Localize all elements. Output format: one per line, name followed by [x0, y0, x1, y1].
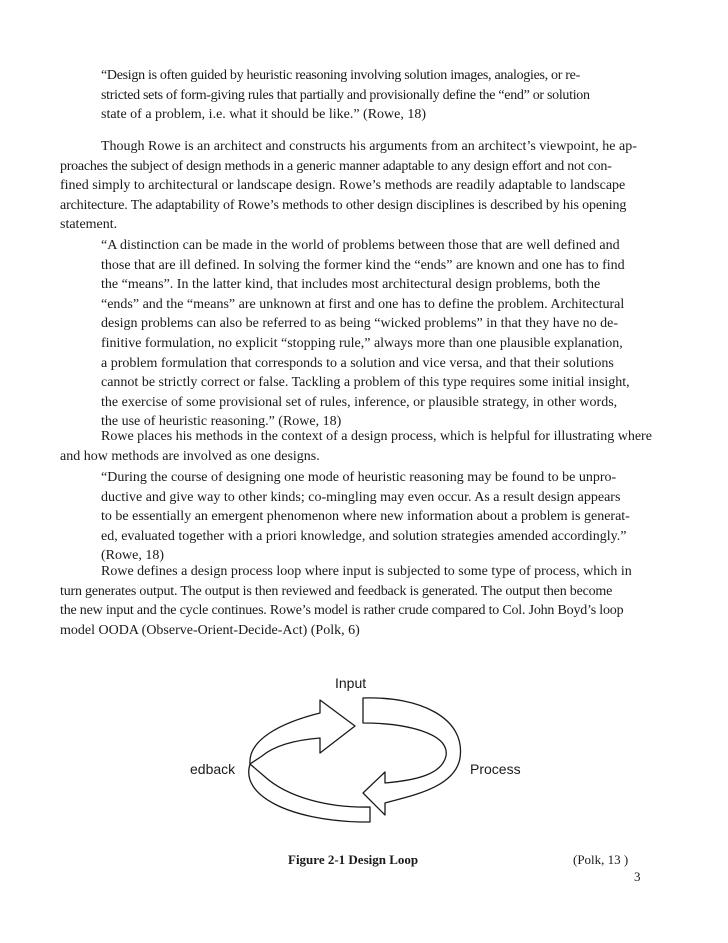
- text-line: proaches the subject of design methods in a generic manner adaptable to any design effort and not con-: [60, 158, 612, 174]
- text-line: “Design is often guided by heuristic reasoning involving solution images, analogies, or re-: [101, 68, 580, 83]
- text-line: model OODA (Observe-Orient-Decide-Act) (Polk, 6): [60, 622, 360, 638]
- text-line: ductive and give way to other kinds; co-mingling may even occur. As a result design appears: [101, 489, 621, 505]
- page-number: 3: [634, 869, 641, 884]
- text-line: Rowe defines a design process loop where input is subjected to some type of process, which in: [101, 564, 632, 579]
- text-line: turn generates output. The output is then reviewed and feedback is generated. The output then become: [60, 583, 613, 599]
- text-line: Rowe places his methods in the context of a design process, which is helpful for illustrating where: [101, 429, 652, 444]
- text-line: (Rowe, 18): [101, 548, 164, 564]
- text-line: state of a problem, i.e. what it should be like.” (Rowe, 18): [101, 107, 427, 123]
- text-line: statement.: [60, 217, 118, 233]
- text-line: the use of heuristic reasoning.” (Rowe, 18): [101, 414, 342, 430]
- text-line: those that are ill defined. In solving the former kind the “ends” are known and one has to find: [101, 257, 625, 273]
- process-label: Process: [470, 761, 521, 777]
- upper-loop-arrow: [250, 700, 355, 764]
- text-line: to be essentially an emergent phenomenon where new information about a problem is generat-: [101, 509, 630, 525]
- text-line: Though Rowe is an architect and constructs his arguments from an architect’s viewpoint, he ap-: [101, 139, 637, 154]
- text-line: ed, evaluated together with a priori knowledge, and solution strategies amended accordingly.”: [101, 528, 627, 544]
- text-line: architecture. The adaptability of Rowe’s methods to other design disciplines is described by his opening: [60, 197, 627, 213]
- text-line: stricted sets of form-giving rules that partially and provisionally define the “end” or solution: [101, 87, 590, 103]
- paragraph-design-process: [60, 427, 652, 466]
- lower-loop-arrow: [249, 764, 370, 822]
- right-loop-arrow: [363, 698, 461, 815]
- input-label: Input: [335, 675, 367, 691]
- text-line: the exercise of some provisional set of rules, inference, or plausible strategy, in other words,: [101, 394, 618, 410]
- paragraph-rowe-architect: [60, 137, 637, 235]
- paragraph-design-loop: [60, 562, 632, 640]
- text-line: finitive formulation, no explicit “stopping rule,” always more than one plausible explanation,: [101, 335, 623, 351]
- quote-rowe-heuristic: [101, 66, 590, 125]
- text-line: “A distinction can be made in the world of problems between those that are well defined and: [101, 238, 620, 253]
- text-line: fined simply to architectural or landscape design. Rowe’s methods are readily adaptable to landscape: [60, 178, 626, 194]
- figure-caption: Figure 2-1 Design Loop: [288, 852, 419, 867]
- text-line: the “means”. In the latter kind, that includes most architectural design problems, both the: [101, 277, 601, 293]
- text-line: “ends” and the “means” are unknown at first and one has to define the problem. Architectural: [101, 296, 625, 312]
- text-line: “During the course of designing one mode of heuristic reasoning may be found to be unpro-: [101, 470, 617, 485]
- feedback-label: edback: [190, 761, 236, 777]
- text-line: a problem formulation that corresponds to a solution and vice versa, and that their solutions: [101, 355, 614, 371]
- quote-rowe-wicked-problems: [101, 236, 630, 432]
- quote-rowe-emergent: [101, 468, 630, 566]
- figure-source: (Polk, 13 ): [573, 852, 629, 867]
- design-loop-diagram: [180, 668, 540, 856]
- text-line: the new input and the cycle continues. Rowe’s model is rather crude compared to Col. John Boyd’s loop: [60, 603, 624, 619]
- text-line: and how methods are involved as one designs.: [60, 448, 320, 464]
- text-line: design problems can also be referred to as being “wicked problems” in that they have no de-: [101, 316, 619, 332]
- text-line: cannot be strictly correct or false. Tackling a problem of this type requires some initial insight,: [101, 375, 630, 391]
